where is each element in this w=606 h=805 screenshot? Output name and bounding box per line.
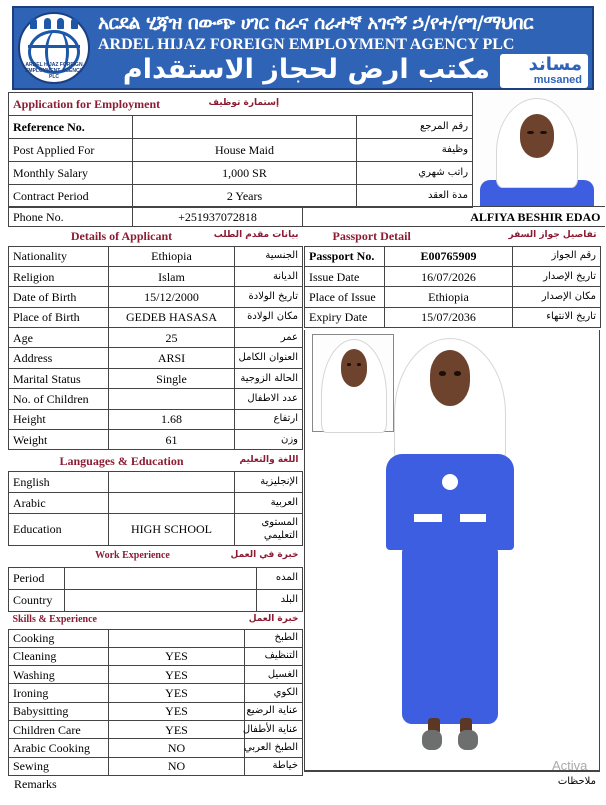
skill-label-arabic: خياطة xyxy=(245,757,303,775)
field-label-arabic: الحالة الزوجية xyxy=(235,368,303,388)
field-label-arabic: رقم المرجع xyxy=(357,116,473,139)
languages-section-title: Languages & Education xyxy=(59,453,184,468)
field-label-arabic: راتب شهري xyxy=(357,162,473,185)
applicant-name: ALFIYA BESHIR EDAO xyxy=(303,207,605,227)
field-value: Ethiopia xyxy=(385,287,513,307)
field-label: Period xyxy=(9,567,65,589)
field-label: Education xyxy=(9,513,109,545)
remarks-label-arabic: ملاحظات xyxy=(557,776,596,787)
uniform-badge xyxy=(442,474,458,490)
skill-row xyxy=(9,647,303,665)
field-value: 2 Years xyxy=(133,185,357,208)
field-value: Ethiopia xyxy=(109,246,235,266)
application-title: Application for Employment xyxy=(13,97,161,111)
uniform-top xyxy=(386,454,514,550)
applicant-row xyxy=(9,368,303,388)
field-label-arabic: تاريخ الانتهاء xyxy=(513,307,601,327)
skill-value xyxy=(109,629,245,647)
field-label-arabic: العربية xyxy=(235,492,303,513)
skill-label-arabic: الطبخ xyxy=(245,629,303,647)
agency-header-banner xyxy=(12,6,594,90)
field-label: Contract Period xyxy=(9,185,133,208)
skill-label-arabic: عناية الرضيع xyxy=(245,702,303,720)
field-label: Date of Birth xyxy=(9,287,109,307)
skill-value: YES xyxy=(109,720,245,738)
field-value: E00765909 xyxy=(385,246,513,266)
skill-label: Cleaning xyxy=(9,647,109,665)
skill-row xyxy=(9,757,303,775)
applicant-row xyxy=(9,287,303,307)
passport-details-table xyxy=(304,226,601,328)
applicant-row xyxy=(9,246,303,266)
eye xyxy=(527,131,533,135)
skills-section-title: Skills & Experience xyxy=(12,613,97,625)
field-value: 15/07/2036 xyxy=(385,307,513,327)
activation-watermark: Activa xyxy=(552,758,588,773)
applicant-row xyxy=(9,307,303,327)
field-label-arabic: الإنجليزية xyxy=(235,471,303,492)
phone-name-table xyxy=(8,206,605,227)
field-label: No. of Children xyxy=(9,389,109,409)
eye xyxy=(454,371,461,375)
field-label: English xyxy=(9,471,109,492)
field-label-arabic: وزن xyxy=(235,430,303,450)
field-label: Religion xyxy=(9,266,109,286)
field-label-arabic: العنوان الكامل xyxy=(235,348,303,368)
skill-row xyxy=(9,739,303,757)
field-value: 1,000 SR xyxy=(133,162,357,185)
field-value: GEDEB HASASA xyxy=(109,307,235,327)
skill-row xyxy=(9,666,303,684)
musaned-logo xyxy=(500,54,588,88)
skill-value: NO xyxy=(109,757,245,775)
application-table xyxy=(8,92,473,208)
shoe xyxy=(422,730,442,750)
skill-row xyxy=(9,702,303,720)
field-label-arabic: مكان الولادة xyxy=(235,307,303,327)
passport-section-title: Passport Detail xyxy=(332,228,411,243)
phone-label: Phone No. xyxy=(9,207,133,227)
passport-row xyxy=(305,287,601,307)
applicant-row xyxy=(9,409,303,429)
agency-globe-logo xyxy=(18,12,90,84)
field-label: Age xyxy=(9,328,109,348)
agency-name-english: ARDEL HIJAZ FOREIGN EMPLOYMENT AGENCY PLC xyxy=(98,36,515,53)
field-label-arabic: تاريخ الولادة xyxy=(235,287,303,307)
applicant-details-table xyxy=(8,226,303,450)
eye xyxy=(439,371,446,375)
skill-value: YES xyxy=(109,647,245,665)
field-label-arabic: مكان الإصدار xyxy=(513,287,601,307)
skill-value: YES xyxy=(109,702,245,720)
applicant-row xyxy=(9,348,303,368)
skill-value: NO xyxy=(109,739,245,757)
skill-label-arabic: التنظيف xyxy=(245,647,303,665)
languages-section-title-arabic: اللغة والتعليم xyxy=(239,455,299,466)
musaned-logo-arabic: مساند xyxy=(528,54,582,75)
skill-row xyxy=(9,629,303,647)
passport-section-title-arabic: تفاصيل جواز السفر xyxy=(508,230,597,241)
field-label: Issue Date xyxy=(305,266,385,286)
field-label-arabic: المده xyxy=(257,567,303,589)
work-row xyxy=(9,567,303,589)
applicant-row xyxy=(9,389,303,409)
phone-value: +251937072818 xyxy=(133,207,303,227)
skill-label-arabic: الكوي xyxy=(245,684,303,702)
field-value xyxy=(109,471,235,492)
applicant-row xyxy=(9,430,303,450)
skills-section-title-arabic: خبرة العمل xyxy=(248,614,299,625)
field-value xyxy=(65,567,257,589)
skill-label: Sewing xyxy=(9,757,109,775)
field-label-arabic: عمر xyxy=(235,328,303,348)
skill-label: Ironing xyxy=(9,684,109,702)
work-row xyxy=(9,589,303,611)
field-value: House Maid xyxy=(133,139,357,162)
work-section-title-arabic: خبرة في العمل xyxy=(230,550,299,561)
field-value: 16/07/2026 xyxy=(385,266,513,286)
field-value: HIGH SCHOOL xyxy=(109,513,235,545)
skill-label: Cooking xyxy=(9,629,109,647)
application-row xyxy=(9,116,473,139)
skill-label: Babysitting xyxy=(9,702,109,720)
field-label-arabic: البلد xyxy=(257,589,303,611)
field-value xyxy=(109,389,235,409)
field-label: Marital Status xyxy=(9,368,109,388)
field-label: Nationality xyxy=(9,246,109,266)
skill-label-arabic: الغسيل xyxy=(245,666,303,684)
application-title-arabic: إستمارة توظيف xyxy=(208,97,280,108)
field-value: 25 xyxy=(109,328,235,348)
skill-value: YES xyxy=(109,666,245,684)
work-section-title: Work Experience xyxy=(95,549,170,561)
passport-row xyxy=(305,307,601,327)
languages-education-table xyxy=(8,451,303,546)
remarks-label: Remarks xyxy=(14,777,57,791)
skill-label: Washing xyxy=(9,666,109,684)
skill-value: YES xyxy=(109,684,245,702)
uniform-stripe xyxy=(460,514,486,522)
application-row xyxy=(9,139,473,162)
field-value: 15/12/2000 xyxy=(109,287,235,307)
skill-label-arabic: عناية الأطفال xyxy=(245,720,303,738)
field-value: Single xyxy=(109,368,235,388)
face xyxy=(430,350,470,406)
field-value: 1.68 xyxy=(109,409,235,429)
passport-row xyxy=(305,246,601,266)
portrait-photo-small xyxy=(474,92,600,206)
field-label-arabic: مدة العقد xyxy=(357,185,473,208)
passport-row xyxy=(305,266,601,286)
remarks-row xyxy=(8,774,600,794)
applicant-row xyxy=(9,328,303,348)
field-label-arabic: المستوى التعليمي xyxy=(235,513,303,545)
field-value xyxy=(65,589,257,611)
skill-label: Arabic Cooking xyxy=(9,739,109,757)
uniform-stripe xyxy=(414,514,442,522)
agency-name-arabic: مكتب ارض لحجاز الاستقدام xyxy=(122,54,490,85)
field-value xyxy=(109,492,235,513)
field-label-arabic: الجنسية xyxy=(235,246,303,266)
field-label: Monthly Salary xyxy=(9,162,133,185)
people-figures-icon xyxy=(30,18,78,30)
field-label: Arabic xyxy=(9,492,109,513)
applicant-section-title-arabic: بيانات مقدم الطلب xyxy=(213,230,299,241)
field-label: Address xyxy=(9,348,109,368)
language-row xyxy=(9,492,303,513)
applicant-row xyxy=(9,266,303,286)
field-label-arabic: رقم الجواز xyxy=(513,246,601,266)
field-label: Country xyxy=(9,589,65,611)
skill-row xyxy=(9,720,303,738)
application-row xyxy=(9,162,473,185)
field-label: Passport No. xyxy=(305,246,385,266)
face xyxy=(520,114,554,158)
work-experience-table xyxy=(8,545,303,612)
field-label: Place of Birth xyxy=(9,307,109,327)
skill-label: Children Care xyxy=(9,720,109,738)
field-label: Post Applied For xyxy=(9,139,133,162)
eye xyxy=(540,131,546,135)
uniform-skirt xyxy=(402,548,498,724)
field-label: Expiry Date xyxy=(305,307,385,327)
field-label: Height xyxy=(9,409,109,429)
field-label-arabic: ارتفاع xyxy=(235,409,303,429)
skills-table xyxy=(8,611,303,776)
agency-name-amharic: አርደል ሂጃዝ በውጭ ሀገር ስራና ሰራተኛ አገናኝ ኃ/የተ/የግ/ማህበር xyxy=(98,12,534,34)
application-title-row xyxy=(9,93,473,116)
language-row xyxy=(9,471,303,492)
skill-row xyxy=(9,684,303,702)
field-label: Place of Issue xyxy=(305,287,385,307)
field-label-arabic: وظيفة xyxy=(357,139,473,162)
field-value: 61 xyxy=(109,430,235,450)
eye xyxy=(347,363,352,366)
face xyxy=(341,349,367,387)
field-value: Islam xyxy=(109,266,235,286)
full-body-photo xyxy=(380,334,520,754)
musaned-logo-english: musaned xyxy=(533,74,582,86)
eye xyxy=(357,363,362,366)
application-row xyxy=(9,185,473,208)
shoe xyxy=(458,730,478,750)
skill-label-arabic: الطبخ العربي xyxy=(245,739,303,757)
field-label-arabic: الديانة xyxy=(235,266,303,286)
field-value: ARSI xyxy=(109,348,235,368)
field-label-arabic: عدد الاطفال xyxy=(235,389,303,409)
education-row xyxy=(9,513,303,545)
field-label: Reference No. xyxy=(9,116,133,139)
field-label: Weight xyxy=(9,430,109,450)
logo-caption: ARDEL HIJAZ FOREIGN EMPLOYMENT AGENCY PLC xyxy=(25,62,83,80)
field-value xyxy=(133,116,357,139)
applicant-section-title: Details of Applicant xyxy=(70,228,173,243)
field-label-arabic: تاريخ الإصدار xyxy=(513,266,601,286)
